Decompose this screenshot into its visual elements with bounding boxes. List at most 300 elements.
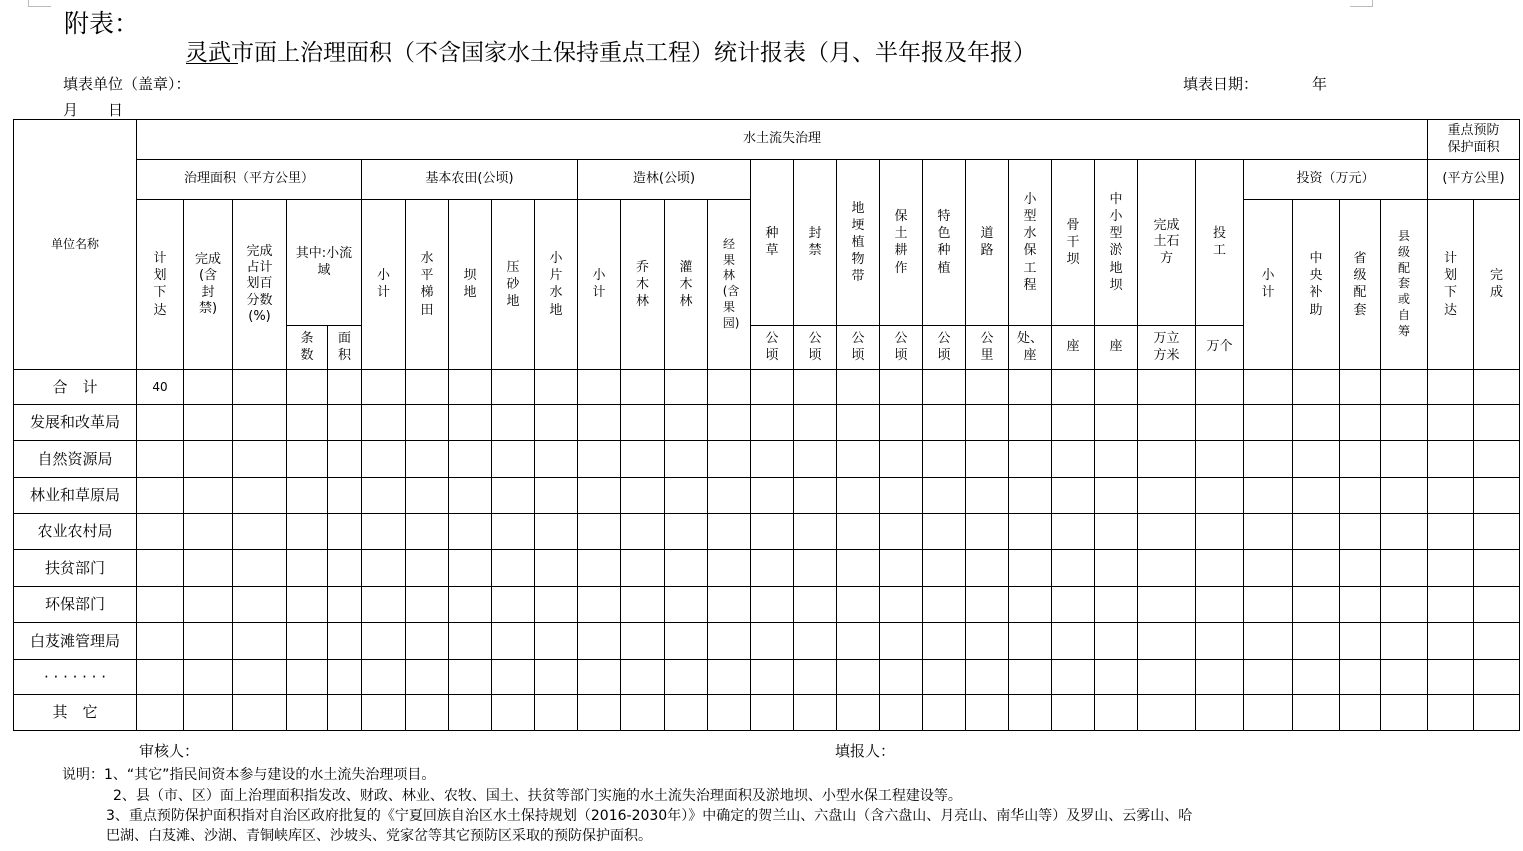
terrace-header xyxy=(406,200,449,370)
table-cell xyxy=(751,660,794,695)
table-cell xyxy=(1009,441,1052,478)
table-cell xyxy=(665,405,708,441)
unit-gully: 座 xyxy=(1052,326,1095,370)
row-unit-name: 林业和草原局 xyxy=(14,478,137,514)
table-cell xyxy=(966,514,1009,550)
table-cell xyxy=(233,660,287,695)
table-cell xyxy=(665,660,708,695)
table-row xyxy=(14,695,1520,731)
table-cell xyxy=(837,478,880,514)
table-cell xyxy=(362,514,406,550)
grass-label: 种草 xyxy=(765,226,779,259)
table-cell xyxy=(1009,514,1052,550)
table-cell xyxy=(1196,587,1244,623)
afforestation-header: 造林(公顷) xyxy=(578,160,751,200)
row-unit-name: 合 计 xyxy=(14,370,137,405)
key-plan-header xyxy=(1428,200,1474,370)
table-cell xyxy=(1244,441,1293,478)
table-cell xyxy=(328,441,362,478)
table-cell xyxy=(794,587,837,623)
table-cell xyxy=(1009,478,1052,514)
table-cell xyxy=(837,660,880,695)
small-watershed-label: 其中:小流域 xyxy=(295,246,353,278)
page-title: 灵武市面上治理面积（不含国家水土保持重点工程）统计报表（月、半年报及年报） xyxy=(185,40,1036,66)
table-cell xyxy=(1095,370,1138,405)
table-cell xyxy=(406,441,449,478)
labor-header xyxy=(1196,160,1244,326)
afforest-subtotal-header xyxy=(578,200,621,370)
table-cell xyxy=(1293,441,1340,478)
table-cell xyxy=(184,623,233,660)
table-cell xyxy=(233,478,287,514)
table-cell xyxy=(287,695,328,731)
table-cell xyxy=(406,587,449,623)
table-cell xyxy=(492,514,535,550)
farmland-subtotal-header xyxy=(362,200,406,370)
table-cell xyxy=(665,514,708,550)
table-cell xyxy=(1052,550,1095,587)
note-3-line-2: 巴湖、白芨滩、沙湖、青铜峡库区、沙坡头、党家岔等其它预防区采取的预防保护面积。 xyxy=(106,828,652,844)
table-cell xyxy=(923,660,966,695)
table-cell xyxy=(1293,478,1340,514)
table-cell xyxy=(1009,623,1052,660)
table-cell xyxy=(794,660,837,695)
tree-forest-header xyxy=(621,200,665,370)
table-cell xyxy=(923,587,966,623)
table-cell xyxy=(1052,478,1095,514)
table-cell xyxy=(287,441,328,478)
afforest-subtotal-label: 小计 xyxy=(592,268,606,301)
date-month-day: 月 日 xyxy=(63,101,124,119)
percent-header xyxy=(233,200,287,370)
table-cell xyxy=(362,405,406,441)
note-1: 说明：1、“其它”指民间资本参与建设的水土流失治理项目。 xyxy=(62,767,436,783)
unit-grass xyxy=(751,326,794,370)
small-watershed-header xyxy=(287,200,362,326)
table-cell xyxy=(492,441,535,478)
table-cell xyxy=(184,478,233,514)
table-cell xyxy=(923,695,966,731)
farmland-subtotal-label: 小计 xyxy=(376,268,390,301)
table-cell xyxy=(535,405,578,441)
table-cell xyxy=(233,587,287,623)
table-cell xyxy=(1381,695,1428,731)
table-cell xyxy=(1428,623,1474,660)
table-cell xyxy=(1474,587,1520,623)
table-row xyxy=(14,550,1520,587)
table-cell xyxy=(1244,405,1293,441)
table-cell xyxy=(1009,660,1052,695)
table-row xyxy=(14,441,1520,478)
economic-forest-label: 经果林(含果园) xyxy=(722,236,740,330)
table-cell xyxy=(362,623,406,660)
row-unit-name: 白芨滩管理局 xyxy=(14,623,137,660)
table-cell xyxy=(708,370,751,405)
tillage-header xyxy=(880,160,923,326)
table-cell xyxy=(621,514,665,550)
farmland-header: 基本农田(公顷) xyxy=(362,160,578,200)
terrace-label: 水平梯田 xyxy=(420,251,434,318)
cell-plan: 40 xyxy=(137,370,184,405)
shrub-forest-label: 灌木林 xyxy=(679,259,693,310)
unit-label: 填表单位（盖章）： xyxy=(63,75,191,93)
table-cell xyxy=(1196,441,1244,478)
table-cell xyxy=(1381,405,1428,441)
table-cell xyxy=(794,623,837,660)
economic-forest-header xyxy=(708,200,751,370)
key-prevention-header xyxy=(1428,120,1520,160)
table-cell xyxy=(492,623,535,660)
table-cell xyxy=(923,441,966,478)
table-cell xyxy=(1095,587,1138,623)
table-cell xyxy=(406,695,449,731)
table-cell xyxy=(1474,695,1520,731)
unit-earth xyxy=(1138,326,1196,370)
table-cell xyxy=(1340,623,1381,660)
small-swc-header xyxy=(1009,160,1052,326)
table-cell xyxy=(233,623,287,660)
seal-label: 封禁 xyxy=(808,226,822,259)
row-unit-name: 自然资源局 xyxy=(14,441,137,478)
table-cell xyxy=(1095,514,1138,550)
road-header xyxy=(966,160,1009,326)
table-cell xyxy=(1340,514,1381,550)
table-cell xyxy=(1052,514,1095,550)
key-done-label: 完成 xyxy=(1489,268,1503,301)
cell-plan xyxy=(137,623,184,660)
table-cell xyxy=(535,660,578,695)
table-cell xyxy=(578,550,621,587)
table-cell xyxy=(880,370,923,405)
table-cell xyxy=(449,405,492,441)
table-cell xyxy=(578,587,621,623)
table-cell xyxy=(621,695,665,731)
table-cell xyxy=(449,550,492,587)
table-cell xyxy=(1340,550,1381,587)
table-cell xyxy=(837,514,880,550)
table-row xyxy=(14,370,1520,405)
table-cell xyxy=(923,550,966,587)
unit-labor xyxy=(1196,326,1244,370)
table-cell xyxy=(1138,550,1196,587)
table-cell xyxy=(1052,405,1095,441)
table-cell xyxy=(328,478,362,514)
statistics-table xyxy=(13,119,1520,731)
table-cell xyxy=(1428,550,1474,587)
page-corner-mark xyxy=(28,0,51,7)
cell-plan xyxy=(137,441,184,478)
table-cell xyxy=(535,441,578,478)
table-cell xyxy=(1381,550,1428,587)
table-cell xyxy=(708,695,751,731)
grass-header xyxy=(751,160,794,326)
table-cell xyxy=(1428,695,1474,731)
table-cell xyxy=(621,660,665,695)
table-cell xyxy=(923,478,966,514)
table-cell xyxy=(966,695,1009,731)
invest-subtotal-label: 小计 xyxy=(1261,268,1275,301)
table-cell xyxy=(406,660,449,695)
table-cell xyxy=(1196,405,1244,441)
table-cell xyxy=(184,370,233,405)
table-cell xyxy=(184,587,233,623)
table-cell xyxy=(1293,514,1340,550)
unit-seal xyxy=(794,326,837,370)
unit-hedge xyxy=(837,326,880,370)
table-cell xyxy=(751,370,794,405)
table-cell xyxy=(837,587,880,623)
table-cell xyxy=(621,441,665,478)
percent-label: 完成占计划百分数(%) xyxy=(246,243,273,324)
table-cell xyxy=(328,587,362,623)
table-cell xyxy=(880,550,923,587)
table-cell xyxy=(492,695,535,731)
table-cell xyxy=(837,370,880,405)
table-cell xyxy=(1428,514,1474,550)
table-cell xyxy=(328,550,362,587)
table-cell xyxy=(621,587,665,623)
table-cell xyxy=(837,623,880,660)
table-cell xyxy=(794,441,837,478)
table-cell xyxy=(1052,370,1095,405)
table-cell xyxy=(328,660,362,695)
table-cell xyxy=(328,405,362,441)
table-cell xyxy=(406,405,449,441)
table-cell xyxy=(535,370,578,405)
table-cell xyxy=(1428,405,1474,441)
table-cell xyxy=(492,405,535,441)
date-year: 年 xyxy=(1312,75,1328,93)
page-corner-mark xyxy=(1350,0,1373,7)
table-cell xyxy=(362,441,406,478)
special-planting-header xyxy=(923,160,966,326)
table-cell xyxy=(665,478,708,514)
unit-silt: 座 xyxy=(1095,326,1138,370)
table-cell xyxy=(665,370,708,405)
table-cell xyxy=(751,405,794,441)
table-cell xyxy=(578,441,621,478)
table-row xyxy=(14,623,1520,660)
table-cell xyxy=(406,623,449,660)
table-cell xyxy=(837,550,880,587)
table-cell xyxy=(794,514,837,550)
table-cell xyxy=(1474,623,1520,660)
table-cell xyxy=(751,478,794,514)
table-cell xyxy=(621,623,665,660)
table-cell xyxy=(1052,695,1095,731)
table-cell xyxy=(449,478,492,514)
table-cell xyxy=(184,441,233,478)
table-cell xyxy=(1293,587,1340,623)
table-cell xyxy=(794,405,837,441)
table-cell xyxy=(966,550,1009,587)
governance-area-header: 治理面积（平方公里） xyxy=(137,160,362,200)
unit-name-header: 单位名称 xyxy=(14,120,137,370)
table-cell xyxy=(1009,405,1052,441)
table-cell xyxy=(233,441,287,478)
row-unit-name: · · · · · · · xyxy=(14,660,137,695)
table-cell xyxy=(406,550,449,587)
table-cell xyxy=(837,695,880,731)
area-label: 面积 xyxy=(337,331,351,364)
table-cell xyxy=(287,405,328,441)
small-water-land-label: 小片水地 xyxy=(549,251,563,318)
table-cell xyxy=(708,587,751,623)
gully-dam-header xyxy=(1052,160,1095,326)
table-cell xyxy=(1138,695,1196,731)
table-cell xyxy=(751,441,794,478)
table-cell xyxy=(1095,695,1138,731)
table-cell xyxy=(1244,660,1293,695)
row-unit-name: 其 它 xyxy=(14,695,137,731)
key-prevention-label: 重点预防保护面积 xyxy=(1447,123,1500,155)
table-cell xyxy=(1381,660,1428,695)
table-cell xyxy=(1340,441,1381,478)
table-cell xyxy=(880,478,923,514)
key-done-header xyxy=(1474,200,1520,370)
table-cell xyxy=(1095,660,1138,695)
unit-tillage-text: 公顷 xyxy=(894,331,908,364)
county-match-header xyxy=(1381,200,1428,370)
table-cell xyxy=(1138,623,1196,660)
small-swc-label: 小型水保工程 xyxy=(1023,191,1037,293)
table-cell xyxy=(449,514,492,550)
table-cell xyxy=(1244,478,1293,514)
table-cell xyxy=(1244,695,1293,731)
hedge-header xyxy=(837,160,880,326)
unit-road xyxy=(966,326,1009,370)
done-header xyxy=(184,200,233,370)
table-row xyxy=(14,587,1520,623)
provincial-match-header xyxy=(1340,200,1381,370)
table-cell xyxy=(665,695,708,731)
table-cell xyxy=(1293,695,1340,731)
sand-land-label: 压砂地 xyxy=(506,259,520,310)
table-row xyxy=(14,405,1520,441)
table-cell xyxy=(923,370,966,405)
table-cell xyxy=(492,550,535,587)
shrub-forest-header xyxy=(665,200,708,370)
table-cell xyxy=(328,514,362,550)
table-cell xyxy=(1196,478,1244,514)
table-cell xyxy=(449,695,492,731)
table-cell xyxy=(923,405,966,441)
table-cell xyxy=(535,514,578,550)
provincial-match-label: 省级配套 xyxy=(1353,251,1367,318)
table-cell xyxy=(362,550,406,587)
table-cell xyxy=(708,623,751,660)
table-cell xyxy=(328,623,362,660)
table-cell xyxy=(1244,514,1293,550)
cell-plan xyxy=(137,550,184,587)
tree-forest-label: 乔木林 xyxy=(635,259,649,310)
table-cell xyxy=(449,623,492,660)
unit-tillage xyxy=(880,326,923,370)
table-cell xyxy=(233,370,287,405)
table-cell xyxy=(578,514,621,550)
table-cell xyxy=(287,478,328,514)
table-cell xyxy=(1340,660,1381,695)
row-unit-name: 扶贫部门 xyxy=(14,550,137,587)
table-cell xyxy=(287,587,328,623)
table-cell xyxy=(665,550,708,587)
unit-road-text: 公里 xyxy=(980,331,994,364)
table-cell xyxy=(665,441,708,478)
table-cell xyxy=(287,370,328,405)
table-cell xyxy=(1052,623,1095,660)
table-cell xyxy=(406,478,449,514)
count-header xyxy=(287,326,328,370)
unit-special-text: 公顷 xyxy=(937,331,951,364)
table-cell xyxy=(751,587,794,623)
unit-seal-text: 公顷 xyxy=(808,331,822,364)
table-cell xyxy=(492,478,535,514)
unit-swc xyxy=(1009,326,1052,370)
table-cell xyxy=(880,660,923,695)
table-cell xyxy=(621,478,665,514)
dam-land-header xyxy=(449,200,492,370)
table-cell xyxy=(1428,587,1474,623)
table-cell xyxy=(1196,370,1244,405)
table-cell xyxy=(1474,514,1520,550)
table-cell xyxy=(1138,441,1196,478)
table-cell xyxy=(535,478,578,514)
table-cell xyxy=(1138,370,1196,405)
table-cell xyxy=(449,370,492,405)
count-label: 条数 xyxy=(300,331,314,364)
table-cell xyxy=(1095,405,1138,441)
table-row xyxy=(14,660,1520,695)
table-cell xyxy=(1095,478,1138,514)
table-cell xyxy=(708,441,751,478)
hedge-label: 地埂植物带 xyxy=(851,200,865,285)
plan-header xyxy=(137,200,184,370)
table-cell xyxy=(1474,550,1520,587)
central-subsidy-header xyxy=(1293,200,1340,370)
table-cell xyxy=(362,660,406,695)
dam-land-label: 坝地 xyxy=(463,268,477,301)
gully-dam-label: 骨干坝 xyxy=(1066,217,1080,268)
table-cell xyxy=(880,514,923,550)
silt-dam-header xyxy=(1095,160,1138,326)
table-cell xyxy=(751,695,794,731)
cell-plan xyxy=(137,514,184,550)
table-cell xyxy=(184,695,233,731)
table-row xyxy=(14,478,1520,514)
table-cell xyxy=(1381,370,1428,405)
table-cell xyxy=(1474,478,1520,514)
table-cell xyxy=(880,695,923,731)
table-cell xyxy=(449,441,492,478)
table-cell xyxy=(287,514,328,550)
table-cell xyxy=(362,695,406,731)
table-cell xyxy=(1428,478,1474,514)
table-cell xyxy=(535,587,578,623)
table-cell xyxy=(665,587,708,623)
table-cell xyxy=(1340,405,1381,441)
table-cell xyxy=(287,660,328,695)
table-cell xyxy=(1196,695,1244,731)
table-cell xyxy=(1095,623,1138,660)
labor-label: 投工 xyxy=(1212,226,1226,259)
table-cell xyxy=(966,370,1009,405)
table-cell xyxy=(1095,441,1138,478)
table-cell xyxy=(1428,370,1474,405)
plan-label: 计划下达 xyxy=(153,251,167,318)
table-cell xyxy=(794,478,837,514)
unit-labor-text: 万个 xyxy=(1206,339,1233,355)
table-cell xyxy=(880,623,923,660)
